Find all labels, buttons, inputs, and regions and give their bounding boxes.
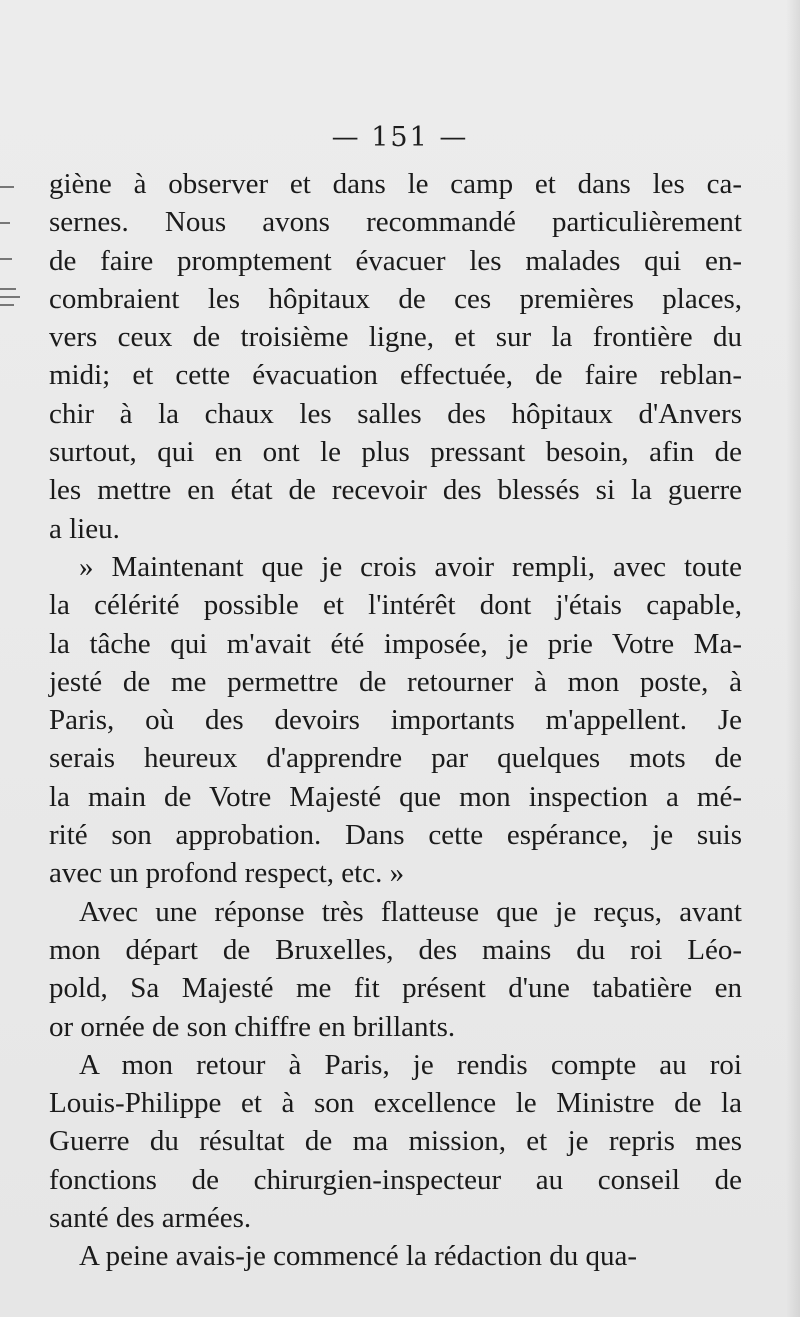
body-text [49, 165, 742, 1276]
text-line: santé des armées. [49, 1202, 252, 1235]
text-line: Louis-Philippe et à son excellence le Ministre de la [49, 1087, 742, 1120]
paragraph [49, 548, 742, 893]
text-line: chir à la chaux les salles des hôpitaux d'Anvers [49, 397, 742, 430]
paragraph [49, 893, 742, 1046]
paragraph [49, 165, 742, 548]
text-line: mon départ de Bruxelles, des mains du roi Léo- [49, 933, 742, 966]
text-line: pold, Sa Majesté me fit présent d'une tabatière en [49, 972, 742, 1005]
text-line: midi; et cette évacuation effectuée, de faire reblan- [49, 359, 742, 392]
paragraph [49, 1046, 742, 1237]
page-edge-shadow [786, 0, 800, 1317]
text-line: la main de Votre Majesté que mon inspection a mé- [49, 780, 742, 813]
paragraph [49, 1237, 742, 1275]
text-line: rité son approbation. Dans cette espérance, je suis [49, 819, 742, 852]
text-line: avec un profond respect, etc. » [49, 857, 405, 890]
page-number: — 151 — [331, 122, 469, 153]
text-line: Paris, où des devoirs importants m'appellent. Je [49, 704, 742, 737]
text-line: fonctions de chirurgien-inspecteur au conseil de [49, 1163, 742, 1196]
text-line: combraient les hôpitaux de ces premières places, [49, 282, 742, 315]
text-line: la tâche qui m'avait été imposée, je prie Votre Ma- [49, 627, 742, 660]
text-line: sernes. Nous avons recommandé particulièrement [49, 206, 742, 239]
text-line: » Maintenant que je crois avoir rempli, avec toute [79, 550, 742, 583]
text-line: vers ceux de troisième ligne, et sur la frontière du [49, 321, 742, 354]
margin-marks [0, 170, 30, 330]
text-line: a lieu. [49, 512, 120, 545]
text-line: serais heureux d'apprendre par quelques mots de [49, 742, 742, 775]
text-line: giène à observer et dans le camp et dans les ca- [49, 168, 742, 200]
text-line: A peine avais-je commencé la rédaction du qua- [79, 1240, 638, 1273]
text-line: or ornée de son chiffre en brillants. [49, 1010, 456, 1043]
text-line: Avec une réponse très flatteuse que je reçus, avant [79, 895, 742, 928]
text-line: la célérité possible et l'intérêt dont j'étais capable, [49, 589, 742, 622]
text-line: de faire promptement évacuer les malades qui en- [49, 244, 742, 277]
text-line: les mettre en état de recevoir des blessés si la guerre [49, 474, 742, 507]
text-line: surtout, qui en ont le plus pressant besoin, afin de [49, 436, 742, 469]
text-line: jesté de me permettre de retourner à mon poste, à [49, 665, 742, 698]
text-line: A mon retour à Paris, je rendis compte au roi [79, 1048, 742, 1081]
text-line: Guerre du résultat de ma mission, et je repris mes [49, 1125, 742, 1158]
